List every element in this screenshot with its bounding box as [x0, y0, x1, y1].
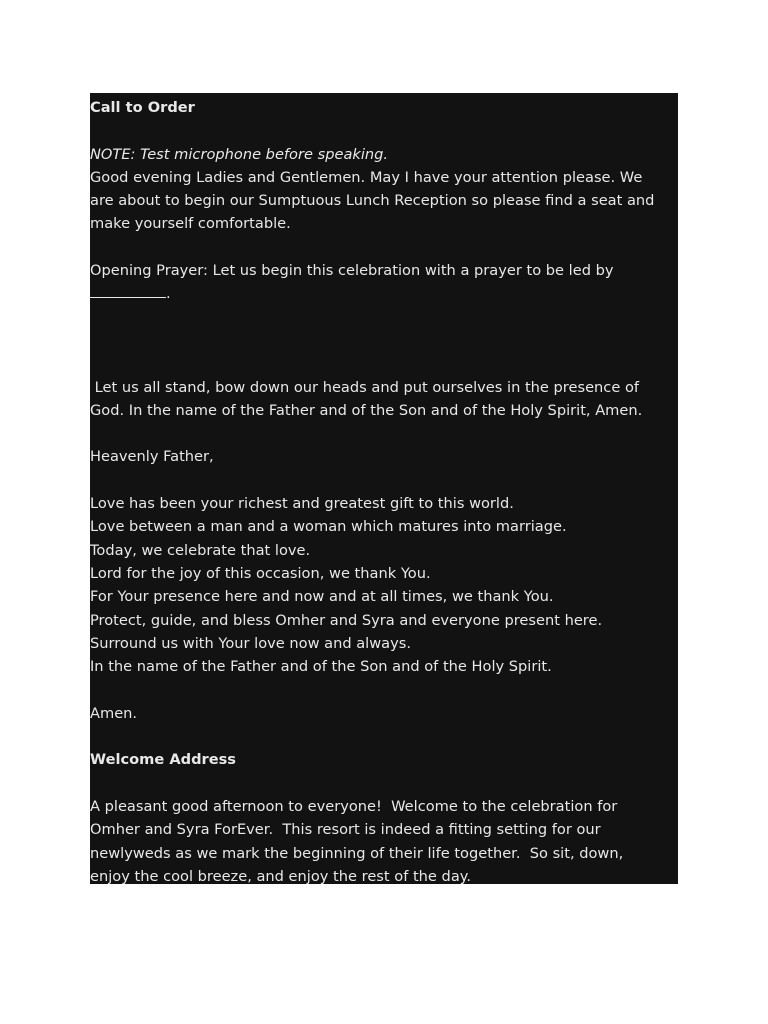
prayer-line: Love between a man and a woman which matures into marriage.	[90, 518, 567, 536]
prayer-line: Love has been your richest and greatest gift to this world.	[90, 495, 514, 513]
intro-line-1: Good evening Ladies and Gentlemen. May I have your attention please. We	[90, 168, 643, 186]
welcome-line-3: newlyweds as we mark the beginning of their life together. So sit, down,	[90, 844, 624, 862]
spacer	[90, 329, 678, 352]
document-content	[90, 93, 678, 884]
intro-line-2: are about to begin our Sumptuous Lunch Reception so please find a seat and	[90, 192, 655, 210]
prayer-line: Today, we celebrate that love.	[90, 541, 311, 559]
prayer-line: For Your presence here and now and at all times, we thank You.	[90, 588, 554, 606]
intro-line-3: make yourself comfortable.	[90, 215, 291, 233]
spacer	[90, 119, 678, 142]
prayer-leader-blank-line	[90, 282, 678, 305]
prayer-line: In the name of the Father and of the Son and of the Holy Spirit.	[90, 658, 552, 676]
spacer	[90, 469, 678, 492]
welcome-line-4: enjoy the cool breeze, and enjoy the rest of the day.	[90, 867, 471, 884]
prayer-line: Lord for the joy of this occasion, we thank You.	[90, 564, 431, 582]
prayer-salutation: Heavenly Father,	[90, 448, 214, 466]
microphone-note: NOTE: Test microphone before speaking.	[90, 145, 389, 163]
opening-prayer-line: Opening Prayer: Let us begin this celebration with a prayer to be led by	[90, 262, 614, 280]
spacer	[90, 352, 678, 375]
welcome-address-heading: Welcome Address	[90, 751, 236, 769]
welcome-line-1: A pleasant good afternoon to everyone! Welcome to the celebration for	[90, 797, 618, 815]
prayer-leader-blank	[90, 282, 166, 298]
amen-line: Amen.	[90, 704, 138, 722]
spacer	[90, 306, 678, 329]
spacer	[90, 678, 678, 701]
prayer-line: Protect, guide, and bless Omher and Syra and everyone present here.	[90, 611, 603, 629]
prayer-line: Surround us with Your love now and always.	[90, 634, 411, 652]
spacer	[90, 772, 678, 795]
spacer	[90, 236, 678, 259]
stand-line-1: Let us all stand, bow down our heads and put ourselves in the presence of	[90, 378, 640, 396]
blank-suffix: .	[166, 285, 171, 303]
stand-line-2: God. In the name of the Father and of the Son and of the Holy Spirit, Amen.	[90, 401, 643, 419]
spacer	[90, 725, 678, 748]
spacer	[90, 422, 678, 445]
welcome-line-2: Omher and Syra ForEver. This resort is indeed a fitting setting for our	[90, 821, 601, 839]
call-to-order-heading: Call to Order	[90, 99, 195, 116]
